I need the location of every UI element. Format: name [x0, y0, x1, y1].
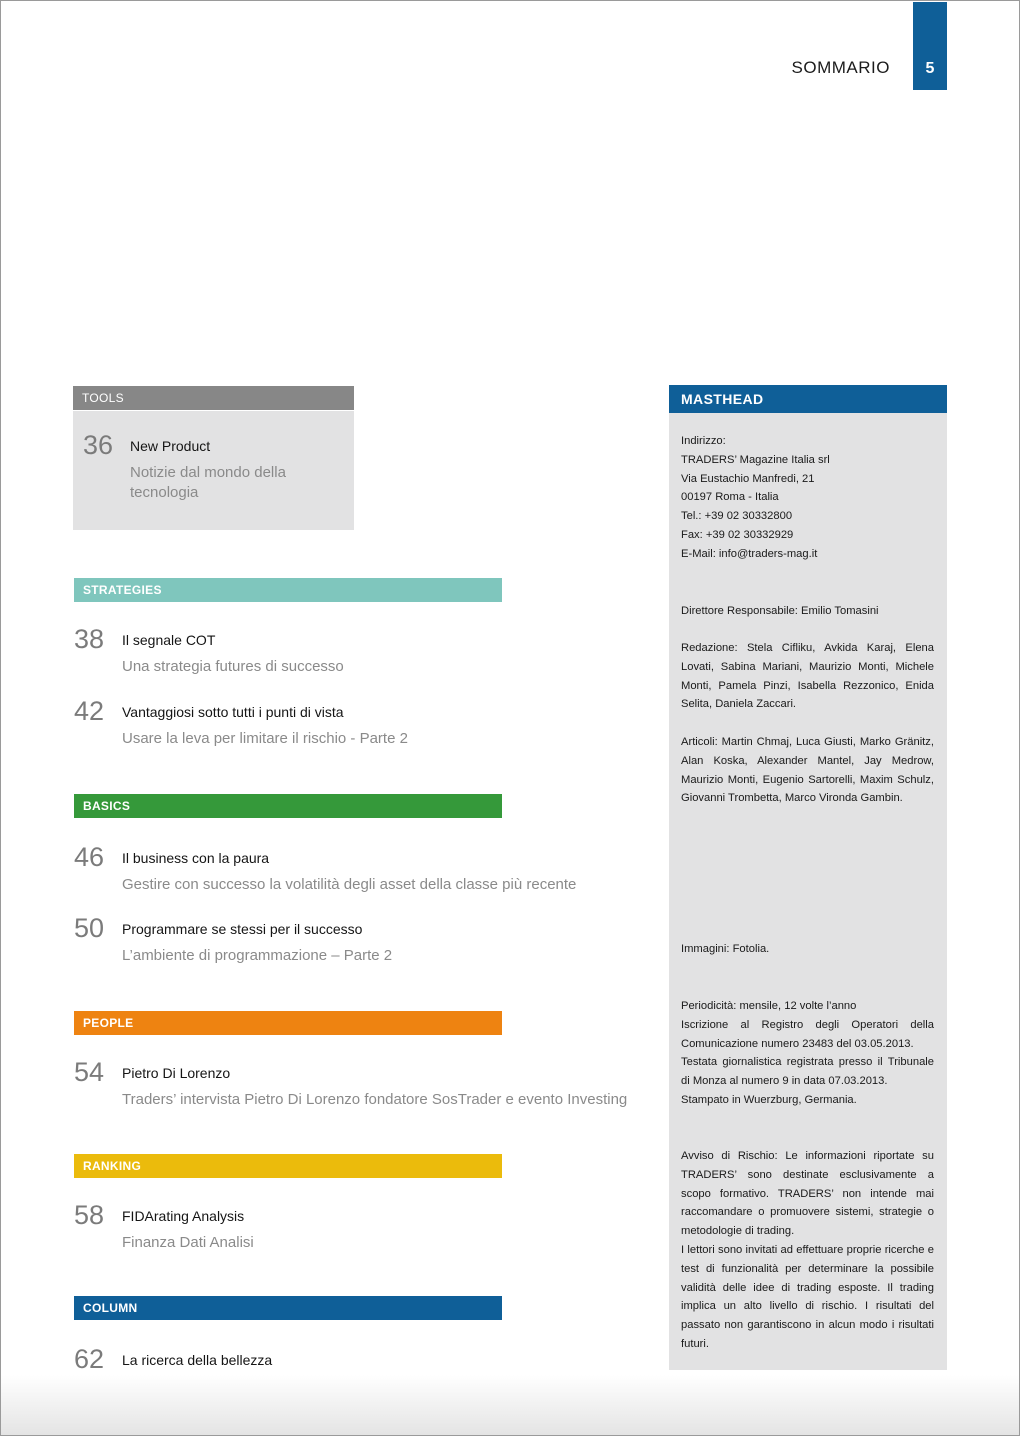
page-bottom-shade [1, 1375, 1019, 1435]
section-bar-ranking: RANKING [74, 1154, 502, 1178]
masthead-publication [681, 997, 934, 1110]
section-bar-column: COLUMN [74, 1296, 502, 1320]
section-bar-basics: BASICS [74, 794, 502, 818]
email-link[interactable]: E-Mail: info@traders-mag.it [681, 547, 818, 560]
page-number: 5 [925, 60, 935, 77]
toc-title: La ricerca della bellezza [122, 1352, 273, 1368]
section-bar-tools: TOOLS [73, 386, 354, 410]
toc-subtitle: Traders’ intervista Pietro Di Lorenzo fondatore SosTrader e evento Investing [122, 1091, 628, 1108]
toc-title: Vantaggiosi sotto tutti i punti di vista [122, 704, 344, 720]
publication-line: Periodicità: mensile, 12 volte l’anno [681, 1000, 857, 1012]
address-line: 00197 Roma - Italia [681, 491, 779, 504]
toc-title: Programmare se stessi per il successo [122, 921, 363, 937]
toc-subtitle: Gestire con successo la volatilità degli asset della classe più recente [122, 876, 577, 893]
toc-title: Pietro Di Lorenzo [122, 1065, 231, 1081]
readers-notice-text: I lettori sono invitati ad effettuare proprie ricerche e test di funzionalità per determinare la possibile validità delle idee di trading esposte. Il trading implica un alto livello di rischio. I risultati del passato non garantiscono in alcun modo i risultati futuri. [681, 1244, 934, 1350]
masthead-director [681, 602, 934, 621]
toc-title: Il business con la paura [122, 850, 270, 866]
toc-page-number: 58 [74, 1200, 105, 1230]
masthead-address [681, 432, 934, 564]
toc-subtitle: Finanza Dati Analisi [122, 1234, 254, 1251]
masthead-heading: MASTHEAD [669, 385, 947, 413]
editorial-text: Redazione: Stela Cifliku, Avkida Karaj, Elena Lovati, Sabina Mariani, Maurizio Monti, Michele Monti, Pamela Pinzi, Isabella Rezzonico, Enida Selita, Daniela Zaccari. [681, 642, 934, 711]
director-text: Direttore Responsabile: Emilio Tomasini [681, 605, 879, 617]
toc-page-number: 38 [74, 624, 105, 654]
section-bar-strategies: STRATEGIES [74, 578, 502, 602]
section-bar-people: PEOPLE [74, 1011, 502, 1035]
toc-subtitle: Notizie dal mondo della tecnologia [130, 464, 286, 501]
masthead-images [681, 940, 934, 959]
toc-subtitle: L’ambiente di programmazione – Parte 2 [122, 947, 393, 964]
risk-notice-text: Avviso di Rischio: Le informazioni riportate su TRADERS’ sono destinate esclusivamente a scopo formativo. TRADERS’ non intende mai raccomandare o promuovere sistemi, strategie o metodologie di trading. [681, 1150, 934, 1238]
toc-page-number: 62 [74, 1344, 105, 1374]
toc-page-number: 36 [83, 430, 114, 460]
toc-title: FIDArating Analysis [122, 1208, 245, 1224]
address-line: Tel.: +39 02 30332800 [681, 510, 793, 523]
publication-line: Iscrizione al Registro degli Operatori della Comunicazione numero 23483 del 03.05.2013. [681, 1018, 934, 1050]
toc-page-number: 46 [74, 842, 105, 872]
section-title: SOMMARIO [791, 58, 890, 77]
toc-subtitle: Una strategia futures di successo [122, 658, 344, 675]
images-credit: Immagini: Fotolia. [681, 943, 770, 955]
toc-title: Il segnale COT [122, 632, 216, 648]
page-number-tab [913, 2, 947, 90]
masthead-articles [681, 733, 934, 808]
publication-line: Testata giornalistica registrata presso il Tribunale di Monza al numero 9 in data 07.03.2013. [681, 1056, 934, 1088]
toc-title: New Product [130, 438, 211, 454]
toc-page-number: 54 [74, 1057, 105, 1087]
address-line: Indirizzo: [681, 435, 726, 447]
masthead-readers-notice [681, 1241, 934, 1354]
masthead-editorial [681, 639, 934, 714]
masthead-risk-notice [681, 1147, 934, 1241]
toc-page-number: 42 [74, 696, 105, 726]
articles-text: Articoli: Martin Chmaj, Luca Giusti, Marko Gränitz, Alan Koska, Alexander Mantel, Jay Medrow, Maurizio Monti, Eugenio Sartorelli, Maxim Schulz, Giovanni Trombetta, Marco Vironda Gambin. [681, 736, 934, 805]
toc-page-number: 50 [74, 913, 105, 943]
address-line: Via Eustachio Manfredi, 21 [681, 472, 815, 485]
toc-subtitle: Usare la leva per limitare il rischio - Parte 2 [122, 730, 408, 747]
address-line: TRADERS’ Magazine Italia srl [681, 453, 830, 466]
publication-line: Stampato in Wuerzburg, Germania. [681, 1093, 857, 1106]
address-line: Fax: +39 02 30332929 [681, 528, 794, 541]
